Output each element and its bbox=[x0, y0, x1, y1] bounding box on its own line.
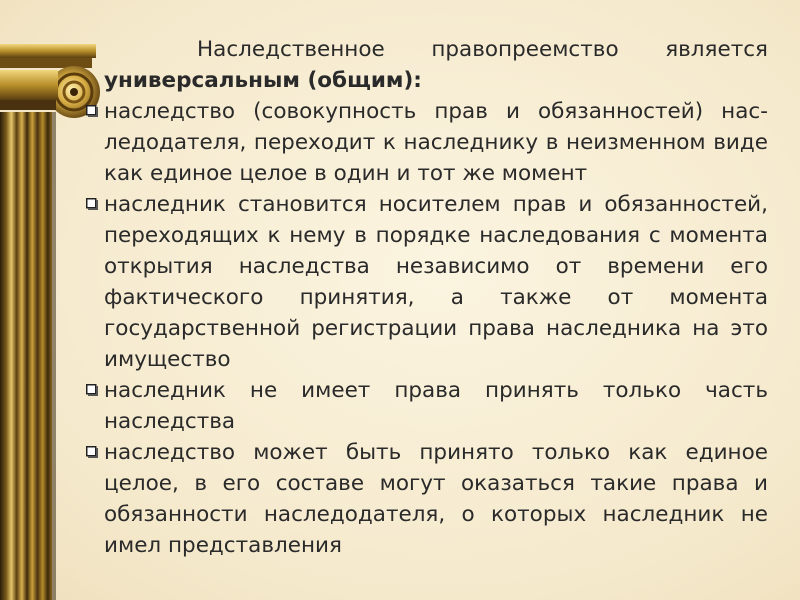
checkbox-bullet-icon bbox=[86, 446, 98, 458]
checkbox-bullet-icon bbox=[86, 105, 98, 117]
ionic-column-icon bbox=[0, 0, 110, 600]
bullet-text: наследник становится носителем прав и обязанностей, переходящих к нему в порядке наследования с момента открытия наследства независимо от времени его фактического принятия, а также от момента государственной регистрации права наследника на это имущество bbox=[104, 192, 768, 372]
bullet-text: наследство (совокупность прав и обязанностей) наследодателя, переходит к наследнику в неизменном виде как единое целое в один и тот же момент bbox=[104, 99, 768, 186]
list-item bbox=[104, 96, 768, 189]
list-item bbox=[104, 189, 768, 375]
intro-paragraph bbox=[104, 34, 768, 96]
bullet-text: наследник не имеет права принять только часть наследства bbox=[104, 378, 768, 434]
intro-line2: универсальным (общим): bbox=[104, 68, 422, 93]
checkbox-bullet-icon bbox=[86, 384, 98, 396]
slide-content bbox=[104, 34, 768, 561]
bullet-text: наследство может быть принято только как единое целое, в его составе могут оказаться такие права и обязанности наследодателя, о которых наследник не имел представления bbox=[104, 440, 768, 558]
intro-line1: Наследственное правопреемство является bbox=[197, 37, 768, 62]
bullet-list bbox=[104, 96, 768, 561]
list-item bbox=[104, 375, 768, 437]
list-item bbox=[104, 437, 768, 561]
checkbox-bullet-icon bbox=[86, 198, 98, 210]
